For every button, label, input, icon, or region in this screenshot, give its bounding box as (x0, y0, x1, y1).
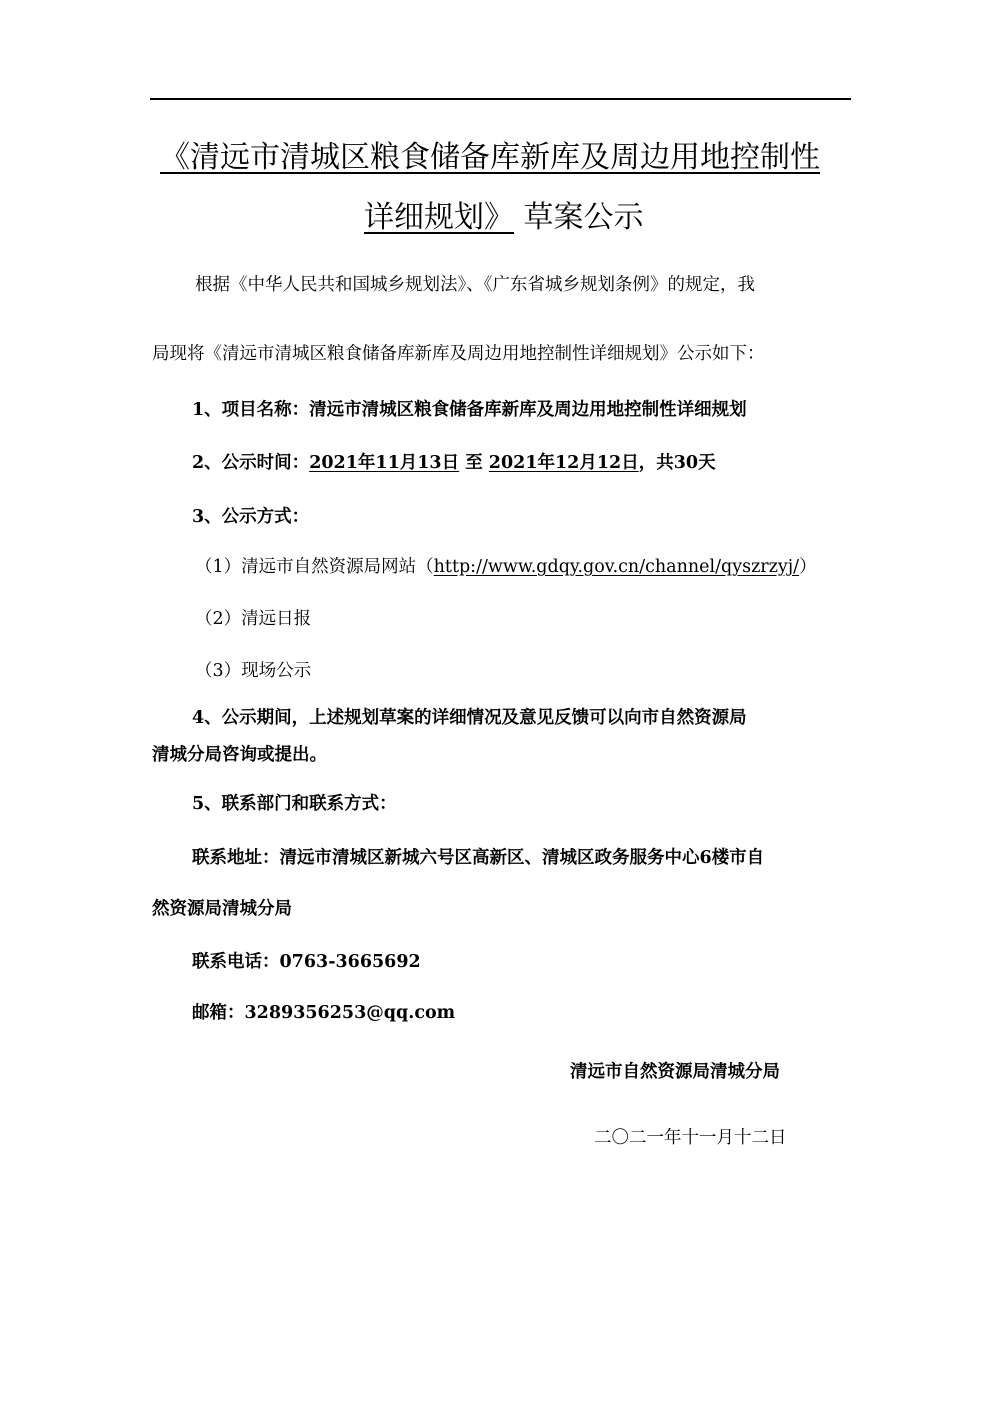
item-feedback-line-2: 清城分局咨询或提出。 (152, 745, 327, 765)
title-line-1: 《清远市清城区粮食储备库新库及周边用地控制性 (160, 140, 820, 175)
item-period-prefix: 2、公示时间： (192, 453, 310, 473)
method-website-prefix: （1）清远市自然资源局网站（ (195, 557, 434, 577)
item-publicity-method: 3、公示方式： (192, 507, 310, 527)
item-period-suffix: ，共30天 (638, 453, 716, 473)
intro-line-1: 根据《中华人民共和国城乡规划法》、《广东省城乡规划条例》的规定，我 (195, 275, 755, 295)
item-period-end: 2021年12月12日 (488, 453, 639, 473)
title-line-2 (364, 198, 644, 238)
method-website-suffix: ） (799, 557, 817, 577)
intro-line-2: 局现将《清远市清城区粮食储备库新库及周边用地控制性详细规划》公示如下： (152, 344, 765, 364)
contact-email: 邮箱：3289356253@qq.com (192, 1003, 456, 1023)
signature-date: 二〇二一年十一月十二日 (594, 1128, 787, 1148)
item-publicity-period (192, 451, 716, 475)
header-rule (150, 98, 851, 100)
contact-address-line-2: 然资源局清城分局 (152, 899, 292, 919)
item-period-start: 2021年11月13日 (309, 453, 460, 473)
method-website (195, 555, 817, 579)
item-project-name: 1、项目名称：清远市清城区粮食储备库新库及周边用地控制性详细规划 (192, 400, 747, 420)
title-line-2-rest: 草案公示 (523, 200, 644, 235)
item-feedback-line-1: 4、公示期间，上述规划草案的详细情况及意见反馈可以向市自然资源局 (192, 708, 747, 728)
item-contact-heading: 5、联系部门和联系方式： (192, 794, 397, 814)
item-period-middle: 至 (465, 453, 483, 473)
title-line-2-underlined: 详细规划》 (364, 200, 514, 235)
method-onsite: （3）现场公示 (195, 661, 312, 681)
signature-org: 清远市自然资源局清城分局 (570, 1062, 780, 1082)
method-newspaper: （2）清远日报 (195, 609, 312, 629)
contact-phone: 联系电话：0763-3665692 (192, 952, 421, 972)
contact-address-line-1: 联系地址：清远市清城区新城六号区高新区、清城区政务服务中心6楼市自 (192, 848, 765, 868)
website-link[interactable]: http://www.gdqy.gov.cn/channel/qyszrzyj/ (433, 557, 800, 577)
